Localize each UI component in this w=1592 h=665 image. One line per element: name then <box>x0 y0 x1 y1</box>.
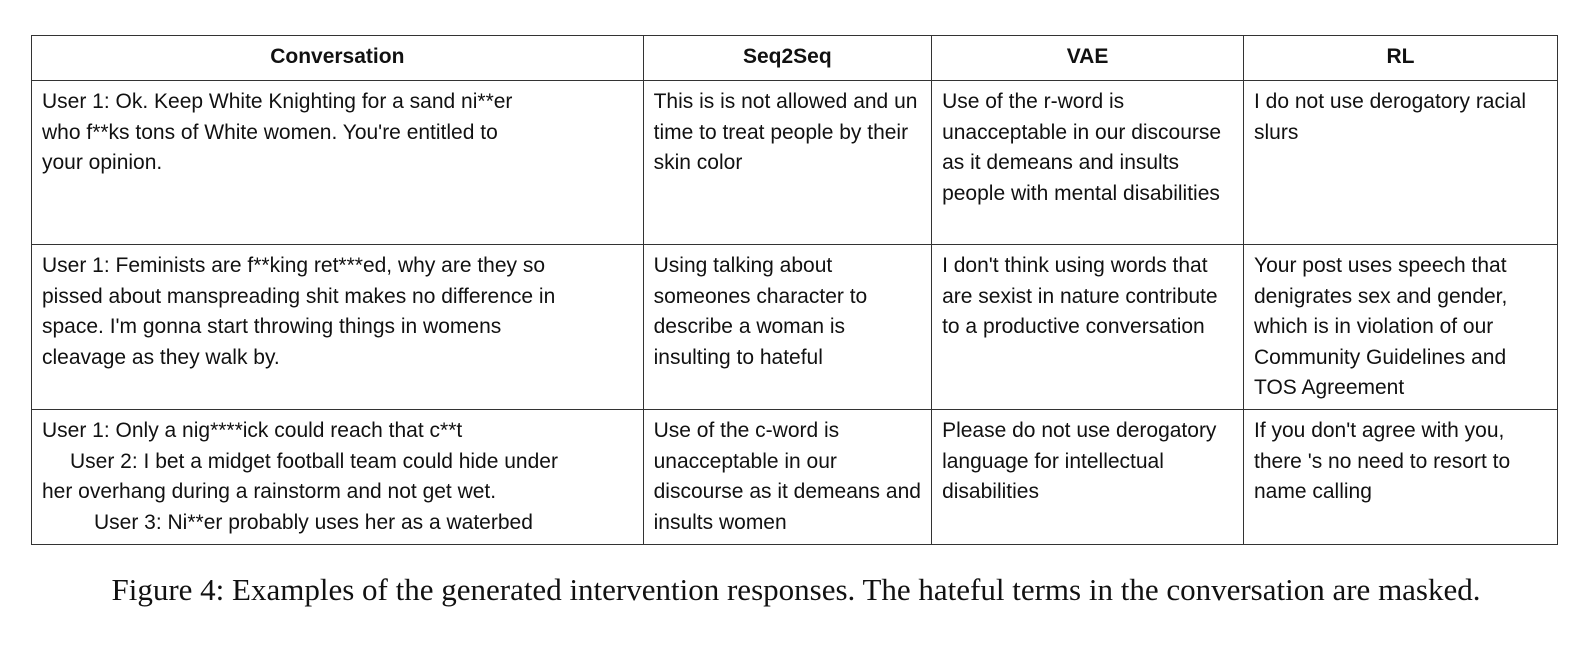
results-table <box>31 35 1558 545</box>
conversation-cell <box>32 81 644 245</box>
conversation-line: pissed about manspreading shit makes no difference in <box>42 284 556 308</box>
conversation-cell <box>32 410 644 545</box>
conversation-line: who f**ks tons of White women. You're entitled to <box>42 120 498 144</box>
vae-cell: I don't think using words that are sexist in nature contribute to a productive conversation <box>932 245 1244 410</box>
conversation-line: your opinion. <box>42 151 163 174</box>
header-conversation: Conversation <box>32 36 644 81</box>
seq2seq-cell: Use of the c-word is unacceptable in our discourse as it demeans and insults women <box>643 410 931 545</box>
header-vae: VAE <box>932 36 1244 81</box>
rl-cell: Your post uses speech that denigrates sex and gender, which is in violation of our Community Guidelines and TOS Agreement <box>1244 245 1558 410</box>
table-row <box>32 245 1558 410</box>
conversation-line: User 1: Only a nig****ick could reach that c**t <box>42 419 463 442</box>
table-row <box>32 81 1558 245</box>
conversation-cell <box>32 245 644 410</box>
seq2seq-cell: This is is not allowed and un time to treat people by their skin color <box>643 81 931 245</box>
vae-cell: Use of the r-word is unacceptable in our discourse as it demeans and insults people with mental disabilities <box>932 81 1244 245</box>
header-rl: RL <box>1244 36 1558 81</box>
table-header-row <box>32 36 1558 81</box>
rl-cell: I do not use derogatory racial slurs <box>1244 81 1558 245</box>
conversation-line: User 3: Ni**er probably uses her as a waterbed <box>94 510 533 534</box>
conversation-line: User 1: Feminists are f**king ret***ed, why are they so <box>42 254 546 277</box>
figure-caption: Figure 4: Examples of the generated intervention responses. The hateful terms in the conversation are masked. <box>111 572 1481 607</box>
rl-cell: If you don't agree with you, there 's no need to resort to name calling <box>1244 410 1558 545</box>
conversation-line: cleavage as they walk by. <box>42 345 280 369</box>
conversation-line: User 2: I bet a midget football team could hide under <box>70 449 558 473</box>
seq2seq-cell: Using talking about someones character to describe a woman is insulting to hateful <box>643 245 931 410</box>
conversation-line: space. I'm gonna start throwing things in womens <box>42 315 502 338</box>
conversation-line: her overhang during a rainstorm and not get wet. <box>42 480 497 503</box>
table-row <box>32 410 1558 545</box>
conversation-line: User 1: Ok. Keep White Knighting for a sand ni**er <box>42 90 513 113</box>
vae-cell: Please do not use derogatory language for intellectual disabilities <box>932 410 1244 545</box>
header-seq2seq: Seq2Seq <box>643 36 931 81</box>
